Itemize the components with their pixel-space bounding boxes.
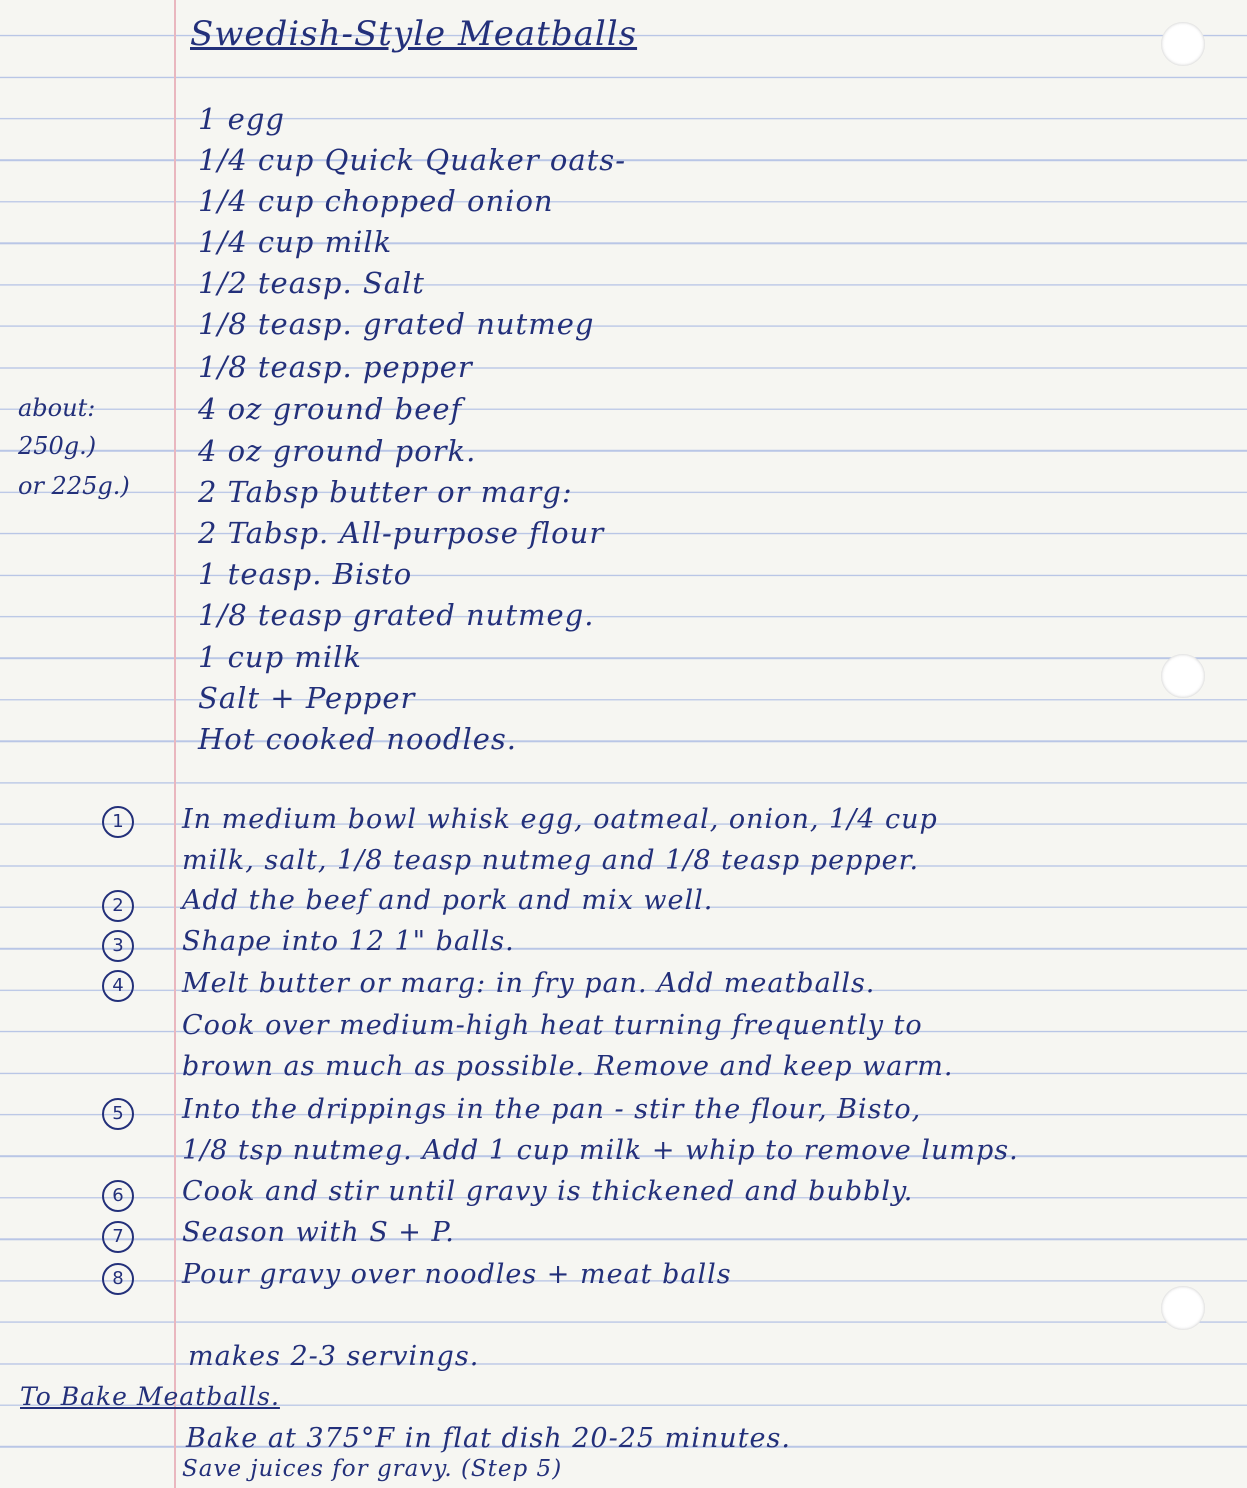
ingredient-item: 1 egg xyxy=(198,102,285,136)
step-text: brown as much as possible. Remove and keep warm. xyxy=(182,1051,954,1082)
step-text: Shape into 12 1" balls. xyxy=(182,926,515,957)
step-text: Add the beef and pork and mix well. xyxy=(182,885,714,916)
bake-instruction: Bake at 375°F in flat dish 20-25 minutes. xyxy=(186,1423,791,1454)
step-number: 1 xyxy=(102,806,134,838)
step-text: In medium bowl whisk egg, oatmeal, onion, 1/4 cup xyxy=(182,804,938,835)
punch-hole-bottom xyxy=(1161,1286,1205,1330)
margin-note: 250g.) xyxy=(18,432,97,460)
step-number: 7 xyxy=(102,1221,134,1253)
step-number: 8 xyxy=(102,1263,134,1295)
ingredient-item: 2 Tabsp butter or marg: xyxy=(198,475,573,509)
ingredient-item: 1 cup milk xyxy=(198,640,362,674)
step-number: 5 xyxy=(102,1098,134,1130)
margin-line xyxy=(174,0,176,1488)
ingredient-item: Salt + Pepper xyxy=(198,681,416,715)
ingredient-item: Hot cooked noodles. xyxy=(198,722,517,756)
step-text: Into the drippings in the pan - stir the flour, Bisto, xyxy=(182,1094,922,1125)
step-text: Cook over medium-high heat turning frequently to xyxy=(182,1010,923,1041)
step-text: Pour gravy over noodles + meat balls xyxy=(182,1259,732,1290)
ingredient-item: 1/2 teasp. Salt xyxy=(198,266,425,300)
ingredient-item: 4 oz ground beef xyxy=(198,392,463,426)
ingredient-item: 2 Tabsp. All-purpose flour xyxy=(198,516,605,550)
step-text: Season with S + P. xyxy=(182,1217,455,1248)
ingredient-item: 1/4 cup chopped onion xyxy=(198,184,554,218)
step-number: 3 xyxy=(102,930,134,962)
margin-note: or 225g.) xyxy=(18,472,130,500)
ingredient-item: 4 oz ground pork. xyxy=(198,434,477,468)
ingredient-item: 1/4 cup milk xyxy=(198,225,393,259)
ingredient-item: 1/8 teasp. pepper xyxy=(198,350,473,384)
punch-hole-middle xyxy=(1161,654,1205,698)
step-text: Melt butter or marg: in fry pan. Add meatballs. xyxy=(182,968,876,999)
punch-hole-top xyxy=(1161,22,1205,66)
ingredient-item: 1 teasp. Bisto xyxy=(198,557,413,591)
step-text: milk, salt, 1/8 teasp nutmeg and 1/8 teasp pepper. xyxy=(182,845,920,876)
step-number: 4 xyxy=(102,970,134,1002)
bake-heading: To Bake Meatballs. xyxy=(20,1382,280,1411)
bake-instruction: Save juices for gravy. (Step 5) xyxy=(182,1456,563,1482)
step-number: 6 xyxy=(102,1180,134,1212)
margin-note: about: xyxy=(18,394,96,422)
step-text: 1/8 tsp nutmeg. Add 1 cup milk + whip to remove lumps. xyxy=(182,1135,1019,1166)
step-number: 2 xyxy=(102,890,134,922)
ingredient-item: 1/8 teasp grated nutmeg. xyxy=(198,598,595,632)
step-text: Cook and stir until gravy is thickened and bubbly. xyxy=(182,1176,914,1207)
servings-note: makes 2-3 servings. xyxy=(188,1341,480,1372)
recipe-title: Swedish-Style Meatballs xyxy=(190,14,638,54)
ingredient-item: 1/8 teasp. grated nutmeg xyxy=(198,307,595,341)
ingredient-item: 1/4 cup Quick Quaker oats- xyxy=(198,143,626,177)
